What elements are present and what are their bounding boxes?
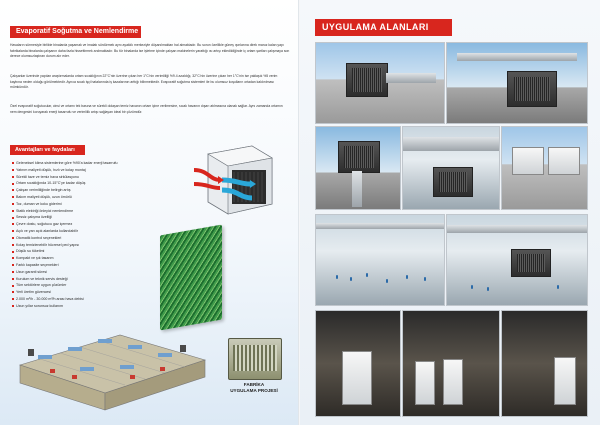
advantage-item: Geleneksel klima sistemlerine göre %90'a kadar enerji tasarrufu	[12, 160, 162, 167]
unit-caption-line-2: UYGULAMA PROJESİ	[230, 388, 278, 393]
right-page	[300, 0, 600, 425]
advantage-item: Açık ve yarı açık alanlarda kullanılabilir	[12, 228, 162, 235]
advantage-item: Statik elektriği önleyici nemlendirme	[12, 208, 162, 215]
photo-restaurant-cooler	[315, 310, 401, 417]
photo-factory-floor-2	[446, 214, 588, 306]
cooler-diagram	[188, 140, 278, 230]
advantage-item: Ortam sıcaklığında 10-15°C'ye kadar düşüş	[12, 180, 162, 187]
advantages-list	[12, 160, 162, 310]
advantage-item: Sessiz çalışma özelliği	[12, 214, 162, 221]
advantage-item: Çalışan verimliliğinde belirgin artış	[12, 187, 162, 194]
advantage-item: Toz, duman ve koku giderimi	[12, 201, 162, 208]
section-title: Evaporatif Soğutma ve Nemlendirme	[10, 26, 141, 38]
photo-wall-cooler-ducts	[402, 126, 500, 210]
photo-mall-corridor	[501, 310, 588, 417]
advantage-item: Kurulum ve teknik servis desteği	[12, 276, 162, 283]
photo-cafe-interior	[402, 310, 500, 417]
applications-title: UYGULAMA ALANLARI	[315, 19, 452, 36]
photo-outdoor-cooler-1	[315, 126, 401, 210]
advantage-item: Yatırım maliyeti düşük, hızlı ve kolay montaj	[12, 167, 162, 174]
advantage-item: Bakım maliyeti düşük, uzun ömürlü	[12, 194, 162, 201]
intro-paragraph-1: Havaların sürmesiyle birlikte binalarda yaşamak ve imalatı sürdürmek aynı ayaklık merkeziyle düşanılmaktan hal almaktadır. Bu sorun özellikle güneş ışınlarına direk maruz kalan yapı fabrikalarda binalarda çalışanın daha fazla hissettirmek anılmaktadır. Bu tür binalarda ise işletme içinde çalışan makinelerin yarattığı ısı artışı ekledildiğinde iç ortam şartları çalışmaya son derece olumsuzlaştıran durum alır eder.	[10, 43, 290, 59]
advantage-item: 2.000 m³/h - 30.000 m³/h arası hava debisi	[12, 296, 162, 303]
photo-rooftop-cooler	[315, 42, 445, 124]
factory-illustration	[10, 305, 210, 415]
advantage-item: Sürekli taze ve temiz hava sirkülasyonu	[12, 174, 162, 181]
photo-roof-duct-cooler	[446, 42, 588, 124]
photo-wall-mounted-coolers	[501, 126, 588, 210]
advantage-item: Yerli üretim güvencesi	[12, 289, 162, 296]
advantage-item: Tüm sektörlere uygun çözümler	[12, 282, 162, 289]
intro-paragraph-2: Çalışanlar üzerinde yapılan araştırmalarda ortam sıcaklığının 22°C'nin üzerine çıkan her 1°C'nin verimliliği %9.4 azaldığı, 32°C'nin üzerine çıkan her 1°C'nin ise yaklaşık %5 verim kaybına neden olduğu görülmektedir. Ayrıca sıcak işçi hatalarında iş kazalarının arttığı bilinmektedir. Evaporatif soğutma sistemleri ile bu olumsuz koşulların ortadan kaldırılması mümkündür.	[10, 74, 278, 90]
advantage-item: Çevre dostu, soğutucu gaz içermez	[12, 221, 162, 228]
advantage-item: Uzun garanti süresi	[12, 269, 162, 276]
advantages-title: Avantajları ve faydaları	[10, 145, 85, 155]
unit-caption	[222, 382, 286, 394]
photo-factory-floor-1	[315, 214, 445, 306]
advantage-item: Kompakt ve şık tasarım	[12, 255, 162, 262]
advantage-item: Farklı kapasite seçenekleri	[12, 262, 162, 269]
cooler-unit-image	[228, 338, 282, 380]
intro-paragraph-3: Özel evaporatif soğutucular, cinsi ve ortamı tek basına ve sürekli dolaşan temiz havanın ortam içine verilmesine, sıcak havanın dışarı atılmasına olanak sağlar. Aynı zamanda ortamın nem dengesini koruyarak enerji tasarrufu ve verimlilik artışı sağlayan ideal bir çözümdür.	[10, 104, 283, 114]
unit-caption-line-1: FABRİKA	[243, 382, 265, 387]
advantage-item: Kolay temizlenebilir hücresel ped yapısı	[12, 242, 162, 249]
advantage-item: Düşük su tüketimi	[12, 248, 162, 255]
advantage-item: Otomatik kontrol seçenekleri	[12, 235, 162, 242]
advantage-item: Uzun yıllar sorunsuz kullanım	[12, 303, 162, 310]
